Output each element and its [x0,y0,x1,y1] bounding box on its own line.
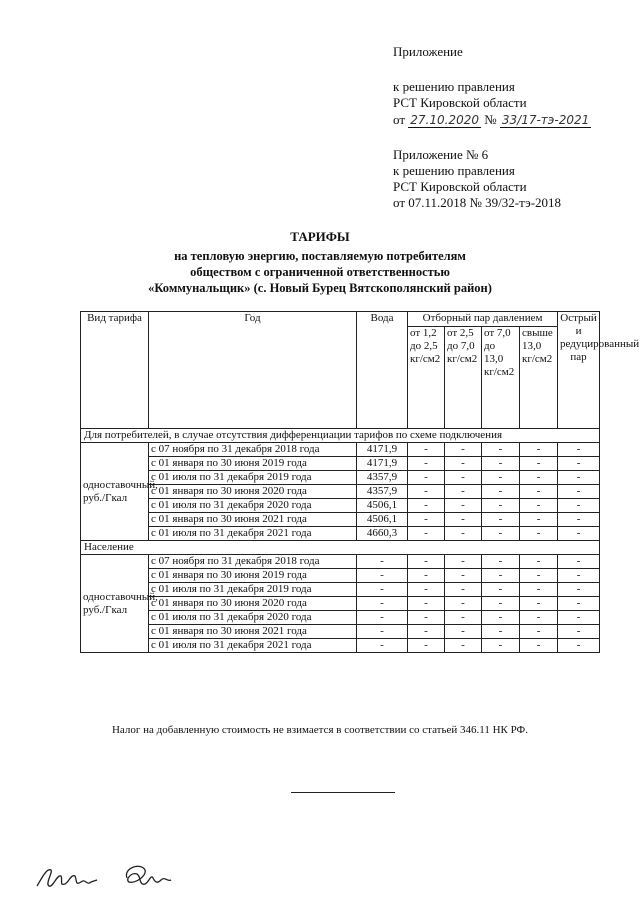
table-row [81,443,600,457]
steam-1-cell: - [408,485,445,499]
section-1 [81,429,600,541]
header-steam-2: от 2,5 до 7,0 кг/см2 [445,327,482,429]
steam-3-cell: - [482,485,520,499]
header-steam-1: от 1,2 до 2,5 кг/см2 [408,327,445,429]
header-steam: Отборный пар давлением [408,312,558,327]
sharp-steam-cell: - [558,611,600,625]
handwritten-signature [35,856,185,896]
water-cell: - [357,583,408,597]
steam-4-cell: - [520,625,558,639]
steam-3-cell: - [482,471,520,485]
annex6-line-1: к решению правления [393,163,515,178]
table-row [81,457,600,471]
steam-1-cell: - [408,583,445,597]
annex-label: Приложение [393,44,463,59]
table-header-row [81,312,600,327]
steam-2-cell: - [445,513,482,527]
steam-3-cell: - [482,639,520,653]
steam-4-cell: - [520,555,558,569]
steam-3-cell: - [482,611,520,625]
handwritten-date: 27.10.2020 [410,113,479,127]
header-water: Вода [357,312,408,429]
tariff-type-cell: одноставочный, руб./Гкал [81,443,149,541]
steam-3-cell: - [482,625,520,639]
sharp-steam-cell: - [558,485,600,499]
sharp-steam-cell: - [558,443,600,457]
steam-2-cell: - [445,611,482,625]
steam-4-cell: - [520,597,558,611]
table-row [81,625,600,639]
sharp-steam-cell: - [558,597,600,611]
handwritten-number: 33/17-тэ-2021 [501,113,590,127]
steam-3-cell: - [482,555,520,569]
steam-2-cell: - [445,457,482,471]
subtitle-line-2: обществом с ограниченной ответственностью [190,265,450,279]
water-cell: - [357,611,408,625]
annex6-line-2: РСТ Кировской области [393,179,527,194]
steam-2-cell: - [445,625,482,639]
period-cell: с 01 января по 30 июня 2020 года [149,597,357,611]
steam-4-cell: - [520,513,558,527]
header-steam-3: от 7,0 до 13,0 кг/см2 [482,327,520,429]
annex6-label: Приложение № 6 [393,147,489,162]
document-title: ТАРИФЫ [290,229,350,244]
water-cell: - [357,597,408,611]
from-prefix: от [393,112,406,127]
steam-2-cell: - [445,471,482,485]
section-title-row [81,541,600,555]
steam-4-cell: - [520,569,558,583]
period-cell: с 01 июля по 31 декабря 2021 года [149,639,357,653]
period-cell: с 01 июля по 31 декабря 2021 года [149,527,357,541]
steam-1-cell: - [408,555,445,569]
steam-4-cell: - [520,583,558,597]
tariff-type-cell: одноставочный, руб./Гкал [81,555,149,653]
period-cell: с 01 июля по 31 декабря 2019 года [149,471,357,485]
steam-1-cell: - [408,639,445,653]
table-row [81,527,600,541]
steam-3-cell: - [482,499,520,513]
header-steam-4: свыше 13,0 кг/см2 [520,327,558,429]
table-row [81,611,600,625]
water-cell: - [357,625,408,639]
vat-note: Налог на добавленную стоимость не взимается в соответствии со статьей 346.11 НК РФ. [111,724,529,736]
period-cell: с 01 июля по 31 декабря 2019 года [149,583,357,597]
steam-2-cell: - [445,527,482,541]
sharp-steam-cell: - [558,471,600,485]
subtitle-line-1: на тепловую энергию, поставляемую потребителям [174,249,466,263]
steam-4-cell: - [520,443,558,457]
water-cell: - [357,555,408,569]
steam-4-cell: - [520,527,558,541]
water-cell: 4506,1 [357,499,408,513]
steam-4-cell: - [520,611,558,625]
annex6-line-3: от 07.11.2018 № 39/32-тэ-2018 [393,195,562,210]
water-cell: 4171,9 [357,443,408,457]
table-row [81,499,600,513]
steam-1-cell: - [408,499,445,513]
sharp-steam-cell: - [558,625,600,639]
steam-2-cell: - [445,555,482,569]
subtitle-line-3: «Коммунальщик» (с. Новый Бурец Вятскополянский район) [148,281,492,295]
sharp-steam-cell: - [558,513,600,527]
steam-2-cell: - [445,569,482,583]
header-type: Вид тарифа [81,312,149,429]
sharp-steam-cell: - [558,639,600,653]
table-row [81,485,600,499]
period-cell: с 01 января по 30 июня 2021 года [149,513,357,527]
tariff-table [80,311,640,653]
end-rule [291,792,395,793]
table-row [81,471,600,485]
section-title: Для потребителей, в случае отсутствия дифференциации тарифов по схеме подключения [81,429,600,443]
steam-1-cell: - [408,457,445,471]
section-title: Население [81,541,600,555]
period-cell: с 01 января по 30 июня 2021 года [149,625,357,639]
steam-1-cell: - [408,527,445,541]
water-cell: 4506,1 [357,513,408,527]
table-row [81,597,600,611]
steam-3-cell: - [482,569,520,583]
steam-3-cell: - [482,583,520,597]
water-cell: - [357,639,408,653]
steam-4-cell: - [520,471,558,485]
header-sharp-steam: Острый и редуцированный пар [558,312,600,429]
steam-4-cell: - [520,639,558,653]
steam-4-cell: - [520,499,558,513]
decision-date-line [393,112,591,128]
table-row [81,569,600,583]
steam-1-cell: - [408,471,445,485]
steam-3-cell: - [482,457,520,471]
header-year: Год [149,312,357,429]
steam-1-cell: - [408,513,445,527]
number-prefix: № [484,112,497,127]
steam-1-cell: - [408,611,445,625]
steam-1-cell: - [408,625,445,639]
steam-3-cell: - [482,443,520,457]
steam-2-cell: - [445,583,482,597]
steam-1-cell: - [408,443,445,457]
period-cell: с 01 января по 30 июня 2019 года [149,457,357,471]
water-cell: 4357,9 [357,485,408,499]
sharp-steam-cell: - [558,457,600,471]
steam-2-cell: - [445,639,482,653]
steam-3-cell: - [482,527,520,541]
steam-2-cell: - [445,499,482,513]
sharp-steam-cell: - [558,583,600,597]
steam-2-cell: - [445,443,482,457]
period-cell: с 07 ноября по 31 декабря 2018 года [149,443,357,457]
sharp-steam-cell: - [558,527,600,541]
table-row [81,583,600,597]
steam-3-cell: - [482,513,520,527]
period-cell: с 01 января по 30 июня 2020 года [149,485,357,499]
steam-2-cell: - [445,597,482,611]
period-cell: с 01 января по 30 июня 2019 года [149,569,357,583]
decision-line-1: к решению правления [393,79,515,94]
period-cell: с 01 июля по 31 декабря 2020 года [149,499,357,513]
steam-1-cell: - [408,569,445,583]
water-cell: - [357,569,408,583]
table-row [81,513,600,527]
decision-line-2: РСТ Кировской области [393,95,527,110]
steam-2-cell: - [445,485,482,499]
section-2 [81,541,600,653]
sharp-steam-cell: - [558,499,600,513]
sharp-steam-cell: - [558,555,600,569]
water-cell: 4357,9 [357,471,408,485]
steam-3-cell: - [482,597,520,611]
table-row [81,639,600,653]
section-title-row [81,429,600,443]
sharp-steam-cell: - [558,569,600,583]
steam-4-cell: - [520,457,558,471]
steam-1-cell: - [408,597,445,611]
period-cell: с 01 июля по 31 декабря 2020 года [149,611,357,625]
period-cell: с 07 ноября по 31 декабря 2018 года [149,555,357,569]
table-row [81,555,600,569]
water-cell: 4660,3 [357,527,408,541]
water-cell: 4171,9 [357,457,408,471]
steam-4-cell: - [520,485,558,499]
